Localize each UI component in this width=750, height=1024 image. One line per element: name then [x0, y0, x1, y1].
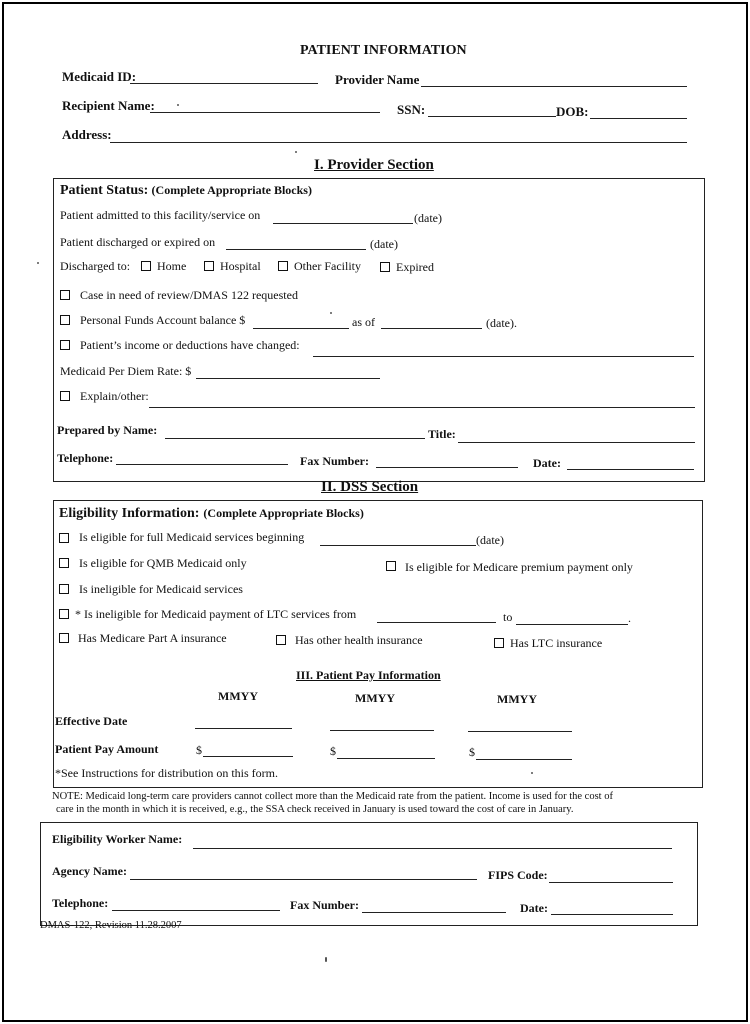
- explain-checkbox[interactable]: [60, 391, 70, 401]
- effective-date-field-3[interactable]: [468, 731, 572, 732]
- patient-status-heading: [60, 182, 312, 199]
- form-title: PATIENT INFORMATION: [300, 43, 467, 58]
- discharged-date-field[interactable]: [226, 249, 366, 250]
- medicare-premium-label: Is eligible for Medicare premium payment only: [405, 560, 633, 574]
- worker-telephone-field[interactable]: [112, 910, 280, 911]
- per-diem-field[interactable]: [196, 378, 380, 379]
- admitted-date-label: (date): [414, 211, 442, 225]
- note-line-1: NOTE: Medicaid long-term care providers cannot collect more than the Medicaid rate from the patient. Income is used for the cost of: [52, 791, 613, 802]
- scan-speck: [531, 772, 533, 774]
- discharged-label: Patient discharged or expired on: [60, 235, 216, 249]
- agency-name-field[interactable]: [130, 879, 477, 880]
- worker-date-field[interactable]: [551, 914, 673, 915]
- dollar-sign-3: $: [469, 745, 475, 759]
- qmb-label: Is eligible for QMB Medicaid only: [79, 556, 247, 570]
- fips-code-label: FIPS Code:: [488, 868, 548, 882]
- prepared-by-label: Prepared by Name:: [57, 423, 158, 437]
- fips-code-field[interactable]: [549, 882, 673, 883]
- home-checkbox[interactable]: [141, 261, 151, 271]
- medicaid-id-field[interactable]: [130, 83, 318, 84]
- case-review-checkbox[interactable]: [60, 290, 70, 300]
- worker-fax-label: Fax Number:: [290, 898, 359, 912]
- ineligible-label: Is ineligible for Medicaid services: [79, 582, 243, 596]
- provider-telephone-field[interactable]: [116, 464, 288, 465]
- full-medicaid-date-label: (date): [476, 533, 504, 547]
- provider-telephone-label: Telephone:: [57, 451, 114, 465]
- pay-amount-label: Patient Pay Amount: [55, 742, 159, 756]
- note-line-2: care in the month in which it is received, e.g., the SSA check received in January is used toward the cost of care in January.: [56, 804, 574, 815]
- col-header-3: MMYY: [497, 692, 537, 706]
- recipient-name-field[interactable]: [150, 112, 380, 113]
- worker-name-label: Eligibility Worker Name:: [52, 832, 183, 846]
- dob-label: DOB:: [556, 104, 589, 119]
- income-changed-field[interactable]: [313, 356, 694, 357]
- personal-funds-label: Personal Funds Account balance $: [80, 313, 246, 327]
- pay-amount-field-1[interactable]: [203, 756, 293, 757]
- hospital-checkbox[interactable]: [204, 261, 214, 271]
- title-label: Title:: [428, 427, 456, 441]
- scan-speck: [177, 104, 179, 106]
- provider-name-label: Provider Name: [335, 72, 420, 87]
- other-facility-checkbox[interactable]: [278, 261, 288, 271]
- to-label: to: [503, 610, 513, 624]
- qmb-checkbox[interactable]: [59, 558, 69, 568]
- col-header-1: MMYY: [218, 689, 258, 703]
- provider-section-heading: I. Provider Section: [314, 157, 434, 173]
- patient-pay-heading: III. Patient Pay Information: [296, 668, 441, 682]
- dob-field[interactable]: [590, 118, 687, 119]
- case-review-label: Case in need of review/DMAS 122 requested: [80, 288, 298, 302]
- ltc-ineligible-label: * Is ineligible for Medicaid payment of LTC services from: [75, 607, 357, 621]
- income-changed-checkbox[interactable]: [60, 340, 70, 350]
- admitted-date-field[interactable]: [273, 223, 413, 224]
- worker-date-label: Date:: [520, 901, 548, 915]
- explain-label: Explain/other:: [80, 389, 149, 403]
- note-text: [52, 790, 613, 816]
- ineligible-checkbox[interactable]: [59, 584, 69, 594]
- pay-amount-field-3[interactable]: [476, 759, 572, 760]
- income-changed-label: Patient’s income or deductions have changed:: [80, 338, 300, 352]
- ltc-insurance-checkbox[interactable]: [494, 638, 504, 648]
- medicare-premium-checkbox[interactable]: [386, 561, 396, 571]
- medicare-part-a-label: Has Medicare Part A insurance: [78, 631, 227, 645]
- ssn-label: SSN:: [397, 102, 426, 117]
- patient-status-label: Patient Status:: [60, 183, 149, 198]
- address-field[interactable]: [110, 142, 687, 143]
- scan-speck: [330, 312, 332, 314]
- as-of-date-field[interactable]: [381, 328, 482, 329]
- provider-name-field[interactable]: [421, 86, 687, 87]
- per-diem-label: Medicaid Per Diem Rate: $: [60, 364, 192, 378]
- worker-fax-field[interactable]: [362, 912, 506, 913]
- other-health-label: Has other health insurance: [295, 633, 423, 647]
- home-label: Home: [157, 259, 187, 273]
- discharged-to-label: Discharged to:: [60, 259, 131, 273]
- personal-funds-amount-field[interactable]: [253, 328, 349, 329]
- as-of-label: as of: [352, 315, 375, 329]
- other-facility-label: Other Facility: [294, 259, 361, 273]
- patient-status-note: (Complete Appropriate Blocks): [151, 183, 312, 197]
- form-revision: DMAS-122, Revision 11.28.2007: [40, 920, 182, 931]
- ltc-insurance-label: Has LTC insurance: [510, 636, 603, 650]
- personal-funds-date-label: (date).: [486, 316, 517, 330]
- dollar-sign-2: $: [330, 744, 336, 758]
- address-label: Address:: [62, 127, 112, 142]
- expired-label: Expired: [396, 260, 434, 274]
- ssn-field[interactable]: [428, 116, 556, 117]
- see-instructions: *See Instructions for distribution on this form.: [55, 766, 278, 780]
- personal-funds-checkbox[interactable]: [60, 315, 70, 325]
- ltc-ineligible-checkbox[interactable]: [59, 609, 69, 619]
- recipient-name-label: Recipient Name:: [62, 98, 155, 113]
- admitted-label: Patient admitted to this facility/service on: [60, 208, 261, 222]
- provider-fax-label: Fax Number:: [300, 454, 369, 468]
- agency-name-label: Agency Name:: [52, 864, 127, 878]
- hospital-label: Hospital: [220, 259, 261, 273]
- discharged-date-label: (date): [370, 237, 398, 251]
- full-medicaid-date-field[interactable]: [320, 545, 476, 546]
- medicaid-id-label: Medicaid ID:: [62, 69, 137, 84]
- other-health-checkbox[interactable]: [276, 635, 286, 645]
- eligibility-label: Eligibility Information:: [59, 506, 200, 521]
- ltc-to-field[interactable]: [516, 624, 628, 625]
- scan-speck: [37, 262, 39, 264]
- provider-date-label: Date:: [533, 456, 561, 470]
- full-medicaid-label: Is eligible for full Medicaid services beginning: [79, 530, 305, 544]
- effective-date-field-2[interactable]: [330, 730, 434, 731]
- effective-date-label: Effective Date: [55, 714, 128, 728]
- dollar-sign-1: $: [196, 743, 202, 757]
- medicare-part-a-checkbox[interactable]: [59, 633, 69, 643]
- eligibility-note: (Complete Appropriate Blocks): [203, 506, 364, 520]
- pay-amount-field-2[interactable]: [337, 758, 435, 759]
- eligibility-heading: [59, 504, 364, 522]
- scan-speck: [295, 151, 297, 153]
- full-medicaid-checkbox[interactable]: [59, 533, 69, 543]
- dss-section-heading: II. DSS Section: [321, 479, 419, 495]
- provider-fax-field[interactable]: [376, 467, 518, 468]
- provider-date-field[interactable]: [567, 469, 694, 470]
- worker-name-field[interactable]: [193, 848, 672, 849]
- scan-speck: [325, 957, 327, 962]
- expired-checkbox[interactable]: [380, 262, 390, 272]
- worker-telephone-label: Telephone:: [52, 896, 109, 910]
- effective-date-field-1[interactable]: [195, 728, 292, 729]
- prepared-by-name-field[interactable]: [165, 438, 425, 439]
- col-header-2: MMYY: [355, 691, 395, 705]
- ltc-to-end: .: [628, 611, 631, 625]
- ltc-from-field[interactable]: [377, 622, 496, 623]
- title-field[interactable]: [458, 442, 695, 443]
- explain-field[interactable]: [149, 407, 695, 408]
